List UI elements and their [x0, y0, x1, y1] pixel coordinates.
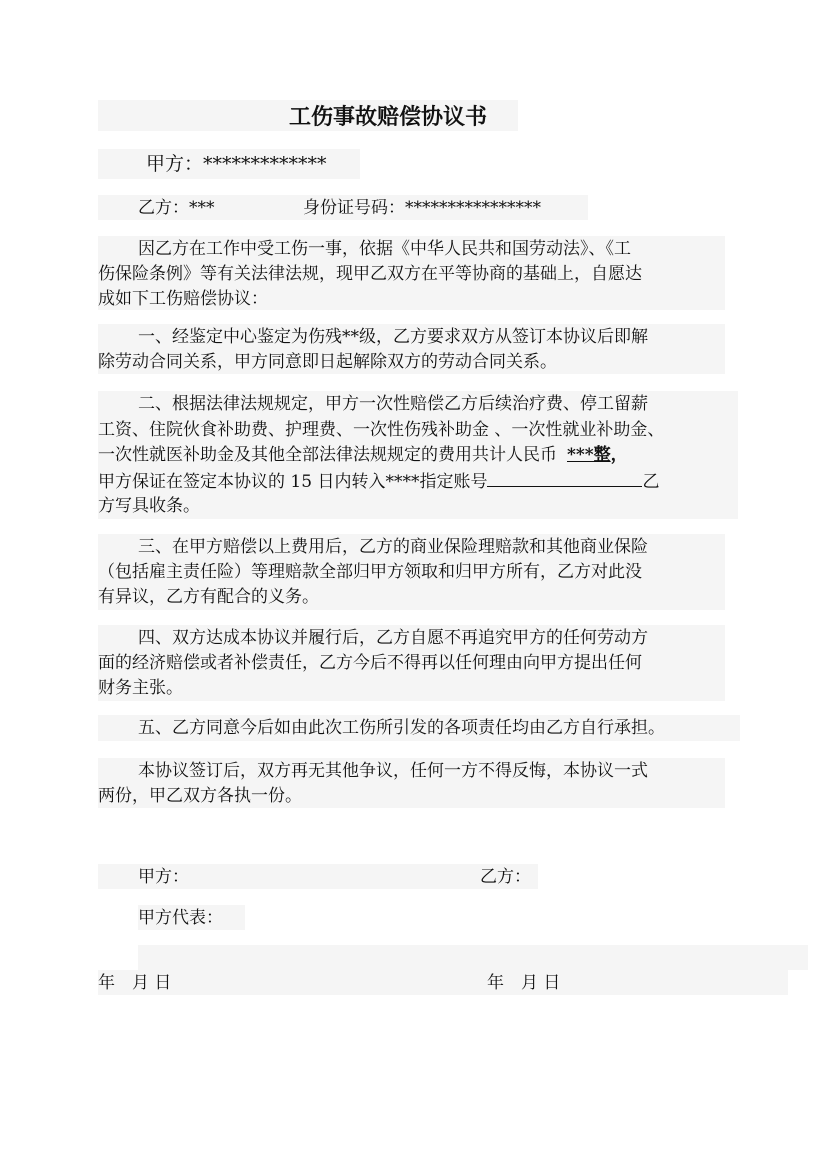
- party-a-line: 甲方：*************: [146, 153, 327, 175]
- intro-line: 伤保险条例》等有关法律法规，现甲乙双方在平等协商的基础上，自愿达: [98, 264, 642, 284]
- amount-suffix: ，: [610, 445, 628, 465]
- party-a-signature: 甲方：: [138, 867, 189, 887]
- clause5-line: 五、乙方同意今后如由此次工伤所引发的各项责任均由乙方自行承担。: [138, 718, 665, 738]
- closing-line: 本协议签订后，双方再无其他争议，任何一方不得反悔，本协议一式: [138, 761, 648, 781]
- intro-line: 因乙方在工作中受工伤一事，依据《中华人民共和国劳动法》、《工: [138, 239, 631, 259]
- blank-highlight: [138, 945, 808, 970]
- clause2-line: [98, 444, 628, 466]
- account-suffix: 乙: [642, 472, 660, 492]
- compensation-amount: ***整: [567, 445, 611, 465]
- date-left: 年 月 日: [98, 973, 172, 993]
- party-b-signature: 乙方：: [480, 867, 531, 887]
- date-right: 年 月 日: [487, 973, 561, 993]
- clause2-text: 一次性就医补助金及其他全部法律法规规定的费用共计人民币: [98, 445, 557, 465]
- party-b-label: 乙方：***: [138, 198, 215, 218]
- clause1-line: 一、经鉴定中心鉴定为伤残**级，乙方要求双方从签订本协议后即解: [138, 327, 648, 347]
- clause3-line: 三、在甲方赔偿以上费用后，乙方的商业保险理赔款和其他商业保险: [138, 537, 648, 557]
- clause2-line: 方写具收条。: [98, 496, 200, 516]
- clause3-line: 有异议，乙方有配合的义务。: [98, 587, 319, 607]
- page-title: 工伤事故赔偿协议书: [289, 104, 488, 130]
- clause4-line: 面的经济赔偿或者补偿责任，乙方今后不得再以任何理由向甲方提出任何: [98, 653, 642, 673]
- closing-line: 两份，甲乙双方各执一份。: [98, 786, 302, 806]
- date-highlight: [98, 970, 788, 995]
- party-b-id: 身份证号码：****************: [303, 198, 541, 218]
- clause4-line: 四、双方达成本协议并履行后，乙方自愿不再追究甲方的任何劳动方: [138, 628, 648, 648]
- intro-line: 成如下工伤赔偿协议：: [98, 289, 268, 309]
- clause2-line: [98, 470, 659, 493]
- clause1-line: 除劳动合同关系，甲方同意即日起解除双方的劳动合同关系。: [98, 352, 557, 372]
- account-text: 甲方保证在签定本协议的 15 日内转入****指定账号: [98, 472, 488, 492]
- account-number-blank: [487, 470, 642, 487]
- clause2-line: 二、根据法律法规规定，甲方一次性赔偿乙方后续治疗费、停工留薪: [138, 394, 648, 414]
- clause3-line: （包括雇主责任险）等理赔款全部归甲方领取和归甲方所有，乙方对此没: [98, 562, 642, 582]
- clause4-line: 财务主张。: [98, 678, 183, 698]
- clause2-line: 工资、住院伙食补助费、护理费、一次性伤残补助金 、一次性就业补助金、: [98, 420, 665, 440]
- party-a-representative: 甲方代表：: [138, 908, 223, 928]
